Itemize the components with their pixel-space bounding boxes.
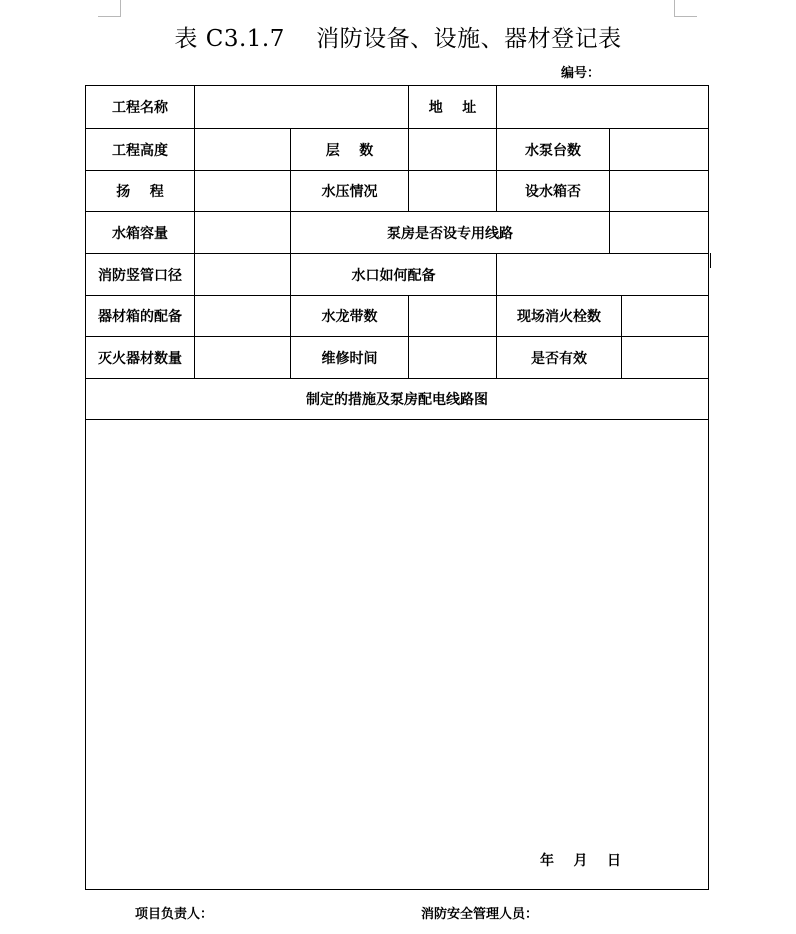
label-measures-diagram: 制定的措施及泵房配电线路图 (306, 392, 488, 408)
field-address[interactable] (497, 86, 708, 128)
field-water-pressure[interactable] (409, 171, 496, 211)
field-pump-room-dedicated-line[interactable] (610, 212, 708, 253)
field-maintenance-time[interactable] (409, 337, 496, 378)
field-cabinet-config[interactable] (195, 296, 290, 336)
field-has-water-tank[interactable] (610, 171, 708, 211)
field-hose-count[interactable] (409, 296, 496, 336)
label-project-name: 工程名称 (112, 100, 168, 116)
date-field: 年 月 日 (540, 853, 621, 869)
label-head: 扬 程 (116, 184, 164, 200)
text-cursor (710, 253, 711, 268)
field-outlet-config[interactable] (497, 254, 708, 295)
label-water-pressure: 水压情况 (321, 184, 378, 200)
field-extinguisher-count[interactable] (195, 337, 290, 378)
page-corner-mark-left (98, 0, 121, 17)
field-pump-count[interactable] (610, 129, 708, 170)
field-project-name[interactable] (195, 86, 408, 128)
label-tank-capacity: 水箱容量 (112, 225, 168, 242)
label-project-height: 工程高度 (112, 142, 168, 159)
field-hydrant-count[interactable] (622, 296, 708, 336)
field-head[interactable] (195, 171, 290, 211)
label-hose-count: 水龙带数 (321, 309, 378, 325)
field-project-height[interactable] (195, 129, 290, 170)
label-pump-room-dedicated-line: 泵房是否设专用线路 (387, 225, 513, 242)
field-is-effective[interactable] (622, 337, 708, 378)
label-has-water-tank: 设水箱否 (525, 184, 581, 200)
label-extinguisher-count: 灭火器材数量 (98, 350, 182, 367)
field-measures-diagram-area[interactable] (86, 420, 708, 889)
label-floors: 层 数 (325, 142, 374, 159)
field-standpipe-diameter[interactable] (195, 254, 290, 295)
doc-number-label: 编号： (561, 66, 601, 81)
label-standpipe-diameter: 消防竖管口径 (98, 267, 182, 284)
label-address: 地 址 (428, 100, 477, 116)
project-leader-label: 项目负责人： (135, 907, 214, 922)
label-is-effective: 是否有效 (531, 350, 587, 367)
label-maintenance-time: 维修时间 (321, 350, 378, 367)
page-corner-mark-right (674, 0, 697, 17)
label-hydrant-count: 现场消火栓数 (517, 309, 601, 325)
label-outlet-config: 水口如何配备 (351, 267, 436, 284)
field-floors[interactable] (409, 129, 496, 170)
label-cabinet-config: 器材箱的配备 (98, 309, 182, 325)
registration-form-table (85, 85, 709, 890)
field-tank-capacity[interactable] (195, 212, 290, 253)
label-pump-count: 水泵台数 (525, 142, 581, 159)
document-title: 表 C3.1.7 消防设备、设施、器材登记表 (174, 26, 622, 52)
safety-manager-label: 消防安全管理人员： (421, 907, 539, 922)
